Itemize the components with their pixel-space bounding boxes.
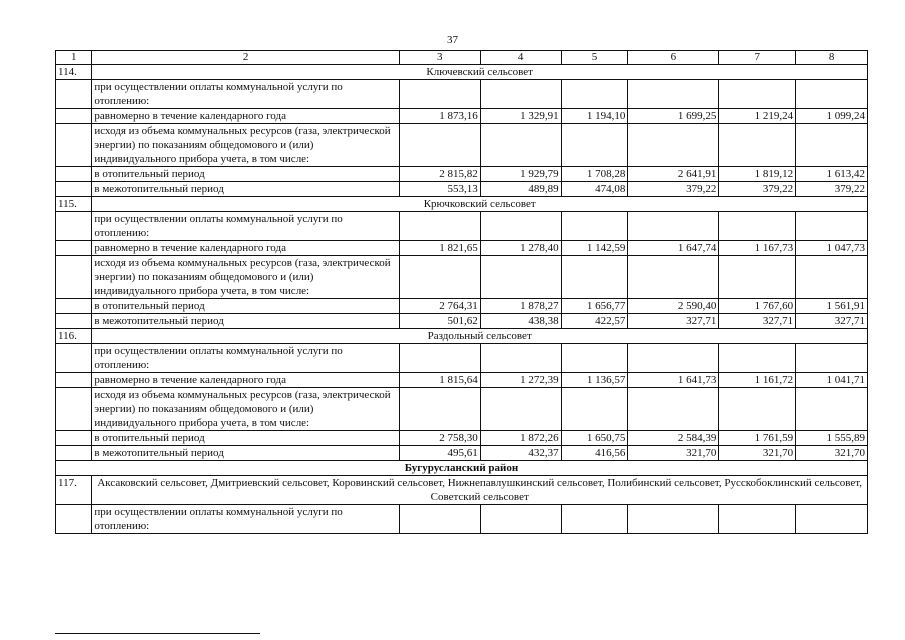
row-number-cell: [56, 299, 92, 314]
empty-cell: [561, 388, 628, 431]
value-cell: 1 167,73: [719, 241, 796, 256]
empty-cell: [796, 124, 868, 167]
empty-cell: [719, 344, 796, 373]
value-cell: 379,22: [719, 182, 796, 197]
intro-row: [56, 505, 868, 534]
intro-row: [56, 80, 868, 109]
uniform-row: [56, 109, 868, 124]
empty-cell: [399, 388, 480, 431]
row-number-cell: [56, 373, 92, 388]
empty-cell: [628, 388, 719, 431]
meter-row: [56, 388, 868, 431]
value-cell: 1 821,65: [399, 241, 480, 256]
value-cell: 474,08: [561, 182, 628, 197]
page-number: 37: [447, 34, 458, 46]
value-cell: 1 647,74: [628, 241, 719, 256]
value-cell: 1 194,10: [561, 109, 628, 124]
row-label: при осуществлении оплаты коммунальной услуги по отоплению:: [92, 344, 399, 373]
empty-cell: [628, 80, 719, 109]
value-cell: 1 136,57: [561, 373, 628, 388]
value-cell: 1 641,73: [628, 373, 719, 388]
value-cell: 2 764,31: [399, 299, 480, 314]
section-name: Аксаковский сельсовет, Дмитриевский сельсовет, Коровинский сельсовет, Нижнепавлушкинский сельсовет, Полибинский сельсовет, Русскобоклинский сельсовет, Советский сельсовет: [92, 476, 868, 505]
district-name: Бугурусланский район: [56, 461, 868, 476]
value-cell: 1 929,79: [480, 167, 561, 182]
value-cell: 321,70: [628, 446, 719, 461]
value-cell: 1 761,59: [719, 431, 796, 446]
value-cell: 1 142,59: [561, 241, 628, 256]
footnote-separator: [55, 633, 260, 634]
row-label: в отопительный период: [92, 167, 399, 182]
value-cell: 1 819,12: [719, 167, 796, 182]
section-name: Раздольный сельсовет: [92, 329, 868, 344]
value-cell: 1 872,26: [480, 431, 561, 446]
empty-cell: [796, 256, 868, 299]
header-cell: 5: [561, 51, 628, 65]
heating-row: [56, 167, 868, 182]
empty-cell: [796, 212, 868, 241]
empty-cell: [719, 388, 796, 431]
nonheating-row: [56, 314, 868, 329]
row-label: в межотопительный период: [92, 446, 399, 461]
value-cell: 321,70: [719, 446, 796, 461]
value-cell: 327,71: [628, 314, 719, 329]
value-cell: 1 878,27: [480, 299, 561, 314]
value-cell: 1 873,16: [399, 109, 480, 124]
value-cell: 1 656,77: [561, 299, 628, 314]
value-cell: 422,57: [561, 314, 628, 329]
header-cell: 6: [628, 51, 719, 65]
row-number-cell: [56, 182, 92, 197]
value-cell: 416,56: [561, 446, 628, 461]
value-cell: 2 815,82: [399, 167, 480, 182]
row-label: равномерно в течение календарного года: [92, 373, 399, 388]
value-cell: 2 584,39: [628, 431, 719, 446]
empty-cell: [480, 124, 561, 167]
empty-cell: [480, 80, 561, 109]
value-cell: 327,71: [719, 314, 796, 329]
value-cell: 1 555,89: [796, 431, 868, 446]
section-name: Крючковский сельсовет: [92, 197, 868, 212]
row-number-cell: [56, 80, 92, 109]
value-cell: 501,62: [399, 314, 480, 329]
section-row: [56, 197, 868, 212]
empty-cell: [719, 256, 796, 299]
row-number-cell: [56, 505, 92, 534]
empty-cell: [628, 256, 719, 299]
section-row: [56, 65, 868, 80]
value-cell: 1 161,72: [719, 373, 796, 388]
value-cell: 1 041,71: [796, 373, 868, 388]
section-number: 115.: [56, 197, 92, 212]
empty-cell: [480, 256, 561, 299]
value-cell: 1 329,91: [480, 109, 561, 124]
header-cell: 4: [480, 51, 561, 65]
empty-cell: [628, 212, 719, 241]
empty-cell: [561, 344, 628, 373]
empty-cell: [480, 388, 561, 431]
empty-cell: [399, 80, 480, 109]
empty-cell: [561, 80, 628, 109]
row-label: исходя из объема коммунальных ресурсов (газа, электрической энергии) по показаниям общедомового и (или) индивидуального прибора учета, в том числе:: [92, 388, 399, 431]
row-number-cell: [56, 241, 92, 256]
header-cell: 1: [56, 51, 92, 65]
row-label: в отопительный период: [92, 299, 399, 314]
value-cell: 1 219,24: [719, 109, 796, 124]
empty-cell: [719, 212, 796, 241]
section-number: 114.: [56, 65, 92, 80]
value-cell: 1 708,28: [561, 167, 628, 182]
row-number-cell: [56, 446, 92, 461]
section-name: Ключевский сельсовет: [92, 65, 868, 80]
value-cell: 2 758,30: [399, 431, 480, 446]
value-cell: 553,13: [399, 182, 480, 197]
empty-cell: [480, 212, 561, 241]
row-number-cell: [56, 344, 92, 373]
empty-cell: [399, 124, 480, 167]
section-row: [56, 329, 868, 344]
value-cell: 1 099,24: [796, 109, 868, 124]
section-row: [56, 476, 868, 505]
empty-cell: [796, 80, 868, 109]
empty-cell: [796, 344, 868, 373]
empty-cell: [480, 344, 561, 373]
value-cell: 1 613,42: [796, 167, 868, 182]
value-cell: 1 561,91: [796, 299, 868, 314]
empty-cell: [561, 505, 628, 534]
empty-cell: [628, 344, 719, 373]
empty-cell: [399, 505, 480, 534]
heating-row: [56, 299, 868, 314]
value-cell: 438,38: [480, 314, 561, 329]
empty-cell: [399, 344, 480, 373]
empty-cell: [796, 388, 868, 431]
empty-cell: [399, 256, 480, 299]
empty-cell: [719, 80, 796, 109]
row-number-cell: [56, 167, 92, 182]
section-number: 117.: [56, 476, 92, 505]
empty-cell: [399, 212, 480, 241]
table-body: [56, 51, 868, 534]
row-label: в межотопительный период: [92, 314, 399, 329]
value-cell: 379,22: [628, 182, 719, 197]
header-cell: 3: [399, 51, 480, 65]
value-cell: 2 641,91: [628, 167, 719, 182]
header-cell: 7: [719, 51, 796, 65]
value-cell: 1 699,25: [628, 109, 719, 124]
tariff-table: [55, 50, 868, 534]
value-cell: 1 815,64: [399, 373, 480, 388]
empty-cell: [719, 505, 796, 534]
row-label: в отопительный период: [92, 431, 399, 446]
section-number: 116.: [56, 329, 92, 344]
empty-cell: [561, 212, 628, 241]
value-cell: 1 650,75: [561, 431, 628, 446]
heating-row: [56, 431, 868, 446]
uniform-row: [56, 373, 868, 388]
row-number-cell: [56, 212, 92, 241]
header-cell: 2: [92, 51, 399, 65]
district-row: [56, 461, 868, 476]
row-label: при осуществлении оплаты коммунальной услуги по отоплению:: [92, 80, 399, 109]
row-label: в межотопительный период: [92, 182, 399, 197]
row-number-cell: [56, 314, 92, 329]
row-label: при осуществлении оплаты коммунальной услуги по отоплению:: [92, 505, 399, 534]
value-cell: 379,22: [796, 182, 868, 197]
row-label: исходя из объема коммунальных ресурсов (газа, электрической энергии) по показаниям общедомового и (или) индивидуального прибора учета, в том числе:: [92, 124, 399, 167]
value-cell: 2 590,40: [628, 299, 719, 314]
empty-cell: [628, 124, 719, 167]
meter-row: [56, 256, 868, 299]
row-number-cell: [56, 256, 92, 299]
row-label: равномерно в течение календарного года: [92, 109, 399, 124]
intro-row: [56, 212, 868, 241]
row-label: при осуществлении оплаты коммунальной услуги по отоплению:: [92, 212, 399, 241]
row-number-cell: [56, 431, 92, 446]
header-cell: 8: [796, 51, 868, 65]
empty-cell: [628, 505, 719, 534]
empty-cell: [796, 505, 868, 534]
row-number-cell: [56, 109, 92, 124]
intro-row: [56, 344, 868, 373]
empty-cell: [561, 124, 628, 167]
value-cell: 321,70: [796, 446, 868, 461]
uniform-row: [56, 241, 868, 256]
meter-row: [56, 124, 868, 167]
row-label: равномерно в течение календарного года: [92, 241, 399, 256]
value-cell: 1 272,39: [480, 373, 561, 388]
empty-cell: [561, 256, 628, 299]
value-cell: 489,89: [480, 182, 561, 197]
row-number-cell: [56, 388, 92, 431]
nonheating-row: [56, 446, 868, 461]
value-cell: 495,61: [399, 446, 480, 461]
nonheating-row: [56, 182, 868, 197]
row-number-cell: [56, 124, 92, 167]
value-cell: 432,37: [480, 446, 561, 461]
header-row: [56, 51, 868, 65]
value-cell: 1 767,60: [719, 299, 796, 314]
value-cell: 327,71: [796, 314, 868, 329]
empty-cell: [480, 505, 561, 534]
empty-cell: [719, 124, 796, 167]
row-label: исходя из объема коммунальных ресурсов (газа, электрической энергии) по показаниям общедомового и (или) индивидуального прибора учета, в том числе:: [92, 256, 399, 299]
value-cell: 1 047,73: [796, 241, 868, 256]
value-cell: 1 278,40: [480, 241, 561, 256]
